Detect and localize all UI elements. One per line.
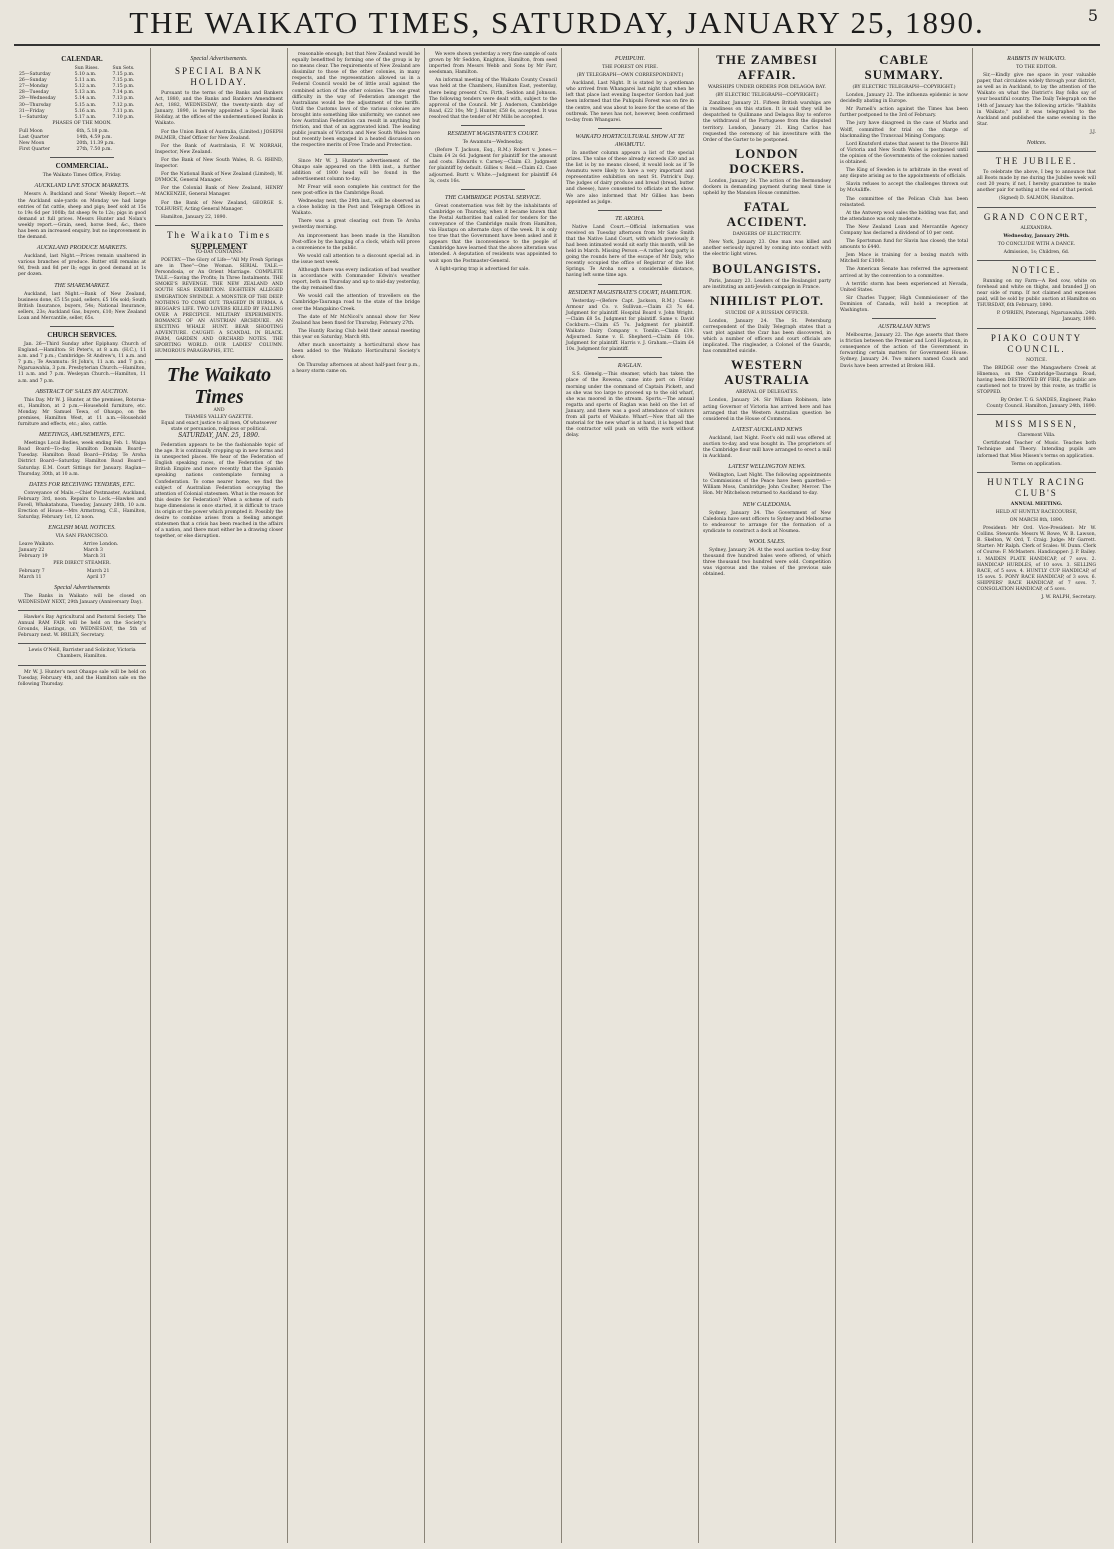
mail-arrive: April 17 [86, 574, 106, 580]
boulangists-heading: BOULANGISTS. [712, 260, 822, 276]
moon-phase-name: Last Quarter [19, 135, 49, 141]
jubilee-heading: THE JUBILEE. [995, 156, 1078, 167]
local-note: An improvement has been made in the Hamilton Post-office by the hanging of a clock, which will prove a convenience to the public. [292, 233, 420, 251]
concert-date: Wednesday, January 29th. [1003, 233, 1070, 239]
mail-leave: March 11 [19, 574, 42, 580]
ad-hawkes-bay: Hawke's Bay Agricultural and Pastoral Society. The Annual RAM FAIR will be held on the Society's Grounds, Hastings, on WEDNESDAY, the 5th of February next. W. BRILEY, Secretary. [18, 615, 146, 639]
cable-item: Jem Mace is training for a boxing match with Mitchell for £1000. [840, 253, 968, 265]
raglan-text: S.S. Glenelg.—This steamer, which has taken the place of the Rowena, came into port on Friday morning under the command of Captain Pickett, and as she was too large to proceed up to the old wharf, she was moored in the stream. Sports.—The annual regatta and sports of Raglan was held on the 1st of January, and there was a good attendance of visitors from all parts of Waikato. Wharf.—Now that all the material for the new wharf is at hand, it is hoped that the contractor will push on with the work without delay. [566, 372, 694, 439]
mail-sub-2: PER DIRECT STEAMER. [53, 560, 111, 566]
columns [14, 48, 1100, 1543]
new-caledonia-heading: NEW CALEDONIA. [742, 501, 792, 508]
commercial-sub: The Waikato Times Office, Friday. [42, 173, 122, 179]
divider [977, 328, 1096, 329]
supplement-contents: POETRY.—The Glory of Life—"All My Fresh Springs are in Thee"—One Woman. SERIAL TALE.—Persondosia, or An Orient Marriage. COMPLETE TALE.—Saving the Profits; In Three Instalments. THE SMOKE'S REVENGE. THE NEW ZEALAND AND SOUTH SEAS EXHIBITION. EIGHTEEN ALLEGED EMIGRATION SWINDLE. A MONSTER OF THE DEEP. NOTHING TO COME OUT. TRAGEDY IN BURMA. A BEGGAR'S LIFE. TWO LOVERS KILLED BY FALLING OVER A PRECIPICE. MILITARY EXPERIMENTS. ROMANCE OF AN AUSTRIAN ARCHDUKE. AN EXCITING WHALE HUNT. BEAR SHOOTING ADVENTURE. CAUGHT: A SCANDAL IN BLACK. FARM, GARDEN AND ORCHARD NOTES. THE SPORTING WORLD. OUR LADIES' COLUMN. HUMOROUS PARAGRAPHS, ETC. [155, 257, 283, 355]
divider [598, 210, 662, 211]
divider [50, 157, 114, 158]
moon-phase-time: 27th, 7.50 p.m. [76, 147, 112, 153]
livestock-heading: AUCKLAND LIVE STOCK MARKETS. [34, 183, 130, 190]
huntly-sub: ANNUAL MEETING. [1010, 501, 1063, 507]
divider [977, 207, 1096, 208]
cable-summary-heading: CABLE SUMMARY. [864, 52, 944, 82]
supplement-title: The Waikato Times [166, 229, 272, 240]
cable-byline: (BY ELECTRIC TELEGRAPH—COPYRIGHT.) [852, 85, 956, 90]
supplement-heading: SUPPLEMENT [190, 241, 248, 251]
hamilton-court-heading: RESIDENT MAGISTRATE'S COURT, HAMILTON. [568, 289, 692, 296]
divider [977, 151, 1096, 152]
calendar-day: 26—Sunday [19, 78, 47, 84]
moon-phases-table [18, 129, 146, 153]
australian-news-heading: AUSTRALIAN NEWS [878, 324, 930, 331]
divider [872, 318, 936, 319]
cable-item: The jury have disagreed in the case of Marks and Wolff, committed for trial on the charge of blackmailing the Transvaal Mining Company. [840, 121, 968, 139]
forest-byline: (BY TELEGRAPH—OWN CORRESPONDENT.) [576, 73, 684, 79]
huntly-text: President: Mr Ord. Vice-President: Mr W. Collins. Stewards: Messrs W. Rowe, W. B. Lawson, B. Skelton, W. Ord, T. Craig. Judge: Mr Garrett. Starter: Mr Ralph. Clerk of Scales: W. Dunn. Clerk of Course: F. McMasters. Handicapper: J. P. Bailey. 1. MAIDEN PLATE HANDICAP, of 7 sovs. 2. HANDICAP HURDLES, of 10 sovs. 3. SELLING RACE, of 5 sovs. 4. HUNTLY CUP HANDICAP, of 15 sovs. 5. PONY RACE HANDICAP, of 3 sovs. 6. SHIPPERS' RACE HANDICAP, of 7 sovs. 7. CONSOLATION HANDICAP, of 5 sovs. [977, 526, 1096, 592]
editorial-text: Federation appears to be the fashionable topic of the age. It is continually cropping up in new forms and in unexpected places. We hear of the Federation of English speaking races, of the Federation of the British Empire and more recently that the Spanish speaking nations contemplate forming a Confederation. To come nearer home, we find the subject of Australian Federation occupying the attention of Colonial statesmen. What is the reason for this desire for Federation? When a scheme of such huge dimensions is once started, it is difficult to trace its origin or the power which prompted it. Possibly the desire to combine arises from a feeling amongst statesmen that a crisis has been reached in the affairs of a nation, and there must either be a drawing closer together, or else disruption. [155, 442, 284, 540]
western-australia-heading: WESTERN AUSTRALIA [724, 357, 810, 388]
calendar-set: 7.14 p.m. [112, 90, 135, 96]
calendar-set: 7.10 p.m. [112, 114, 135, 120]
huntly-held: HELD AT HUNTLY RACECOURSE, [995, 509, 1078, 515]
divider [461, 125, 525, 126]
tenders-heading: DATES FOR RECEIVING TENDERS, ETC. [28, 481, 136, 488]
calendar-rise: 5.13 a.m. [74, 90, 97, 96]
rabbits-sub: TO THE EDITOR. [1016, 65, 1057, 70]
zambesi-heading: THE ZAMBESI AFFAIR. [716, 52, 818, 82]
local-note: The Huntly Racing Club held their annual meeting this year on Saturday, March 8th. [292, 328, 420, 340]
divider [977, 472, 1096, 473]
divider [18, 610, 146, 611]
local-note: On Thursday afternoon at about half-past four p.m., a heavy storm came on. [292, 363, 420, 375]
oats-note: We were shown yesterday a very fine sample of oats grown by Mr Seddon, Knighton, Hamilton, from seed imported from Messrs Webb and Sons by Mr Farr, seedsman, Hamilton. [429, 52, 557, 76]
zambesi-byline: (BY ELECTRIC TELEGRAPH—COPYRIGHT.) [715, 93, 819, 99]
court-heading: RESIDENT MAGISTRATE'S COURT. [447, 131, 539, 138]
paper-date: SATURDAY, JAN. 25, 1890. [178, 431, 260, 439]
moon-phase-time: 20th, 11.39 p.m. [76, 141, 115, 147]
tenders-text: Conveyance of Mails.—Chief Postmaster, Auckland, February 3rd, noon. Repairs to Lock.—Hawkes and Favell, Whakatahuna, Tuesday, January 28th, 10 a.m. Erection of House.—Mrs Armstrong, C.E., Hamilton, Saturday, February 1st, 12 noon. [18, 490, 146, 521]
missen-text: Certificated Teacher of Music. Teaches both Technique and Theory. Intending pupils are informed that Miss Missen's terms on application. [977, 441, 1096, 459]
column-7 [836, 48, 973, 1543]
bank-signature: For the Bank of Australasia, F. W. NORRAH, Inspector, New Zealand. [155, 143, 283, 155]
missen-terms: Terms on application. [1011, 461, 1062, 467]
produce-heading: AUCKLAND PRODUCE MARKETS. [36, 245, 128, 252]
moon-phase-name: New Moon [19, 141, 45, 147]
zambesi-sub: WARSHIPS UNDER ORDERS FOR DELAGOA BAY. [707, 85, 826, 90]
paper-subtitle: THAMES VALLEY GAZETTE. [185, 414, 253, 420]
piako-heading: PIAKO COUNTY COUNCIL. [990, 332, 1083, 354]
calendar-header-cell: Sun Sets. [112, 66, 135, 71]
local-note: We would call attention to a discount special ad. in the issue next week. [292, 253, 420, 265]
local-note: After much uncertainty a horticultural show has been added to the Waikato Horticultural Society's show. [292, 343, 420, 361]
cable-item: Sir Charles Tupper, High Commissioner of the Dominion of Canada, will hold a reception at Washington. [840, 295, 968, 313]
calendar-set: 7.13 p.m. [112, 96, 135, 102]
ad-hunter-sale: Mr W. J. Hunter's next Ohaupo sale will be held on Tuesday, February 4th, and the Hamilton sale on the following Thursday. [18, 669, 146, 687]
church-text: Jan. 26—Third Sunday after Epiphany. Church of England.—Hamilton: St Peter's, at 8 a.m. (H.C.), 11 a.m. and 7 p.m.; Cambridge: St Andrew's, 11 a.m. and 7 p.m.; Te Awamutu: St John's, 11 a.m. and 7 p.m.; Ngaruawahia, 3 p.m. Presbyterian Church.—Hamilton, 11 a.m. and 7 p.m. Wesleyan Church.—Hamilton, 11 a.m. and 7 p.m. [18, 342, 146, 384]
piako-text: The BRIDGE over the Mangawhero Creek at Hinemoa, on the Cambridge-Tauranga Road, having been DESTROYED BY FIRE, the public are cautioned not to travel by this route, as traffic is STOPPED. [977, 365, 1096, 395]
special-ads-heading: Special Advertisements. [190, 56, 248, 62]
editorial-masthead [155, 364, 283, 438]
wellington-news-heading: LATEST WELLINGTON NEWS. [728, 464, 806, 471]
notice-heading: NOTICE. [1011, 264, 1062, 275]
piako-signature: By Order. T. G. SANDES, Engineer, Piako County Council. Hamilton, January 24th, 1890. [986, 398, 1096, 410]
notice-signature: P. O'BRIEN, Paterangi, Ngaruawahia. 24th January, 1890. [996, 311, 1096, 323]
calendar-set: 7.15 p.m. [112, 78, 135, 84]
calendar-rise: 5.11 a.m. [74, 78, 97, 84]
cable-item: The American Senate has referred the agreement arrived at by the convention to a committee. [840, 267, 968, 279]
wool-sales-heading: WOOL SALES. [748, 538, 786, 545]
calendar-rise: 5.10 a.m. [74, 72, 97, 78]
calendar-set: 7.11 p.m. [112, 108, 135, 114]
calendar-row [18, 96, 146, 102]
church-heading: CHURCH SERVICES. [47, 331, 117, 339]
calendar-set: 7.15 p.m. [112, 84, 135, 90]
bank-signature: For the National Bank of New Zealand (Limited), W. DYMOCK, General Manager. [155, 172, 283, 184]
mail-col-header: Leave Waikato. [19, 542, 55, 548]
calendar-rise: 5.16 a.m. [74, 108, 97, 114]
concert-venue: ALEXANDRA. [1020, 225, 1053, 231]
calendar-heading: CALENDAR. [61, 55, 103, 63]
calendar-set: 7.12 p.m. [112, 102, 135, 108]
bank-signature: For the Bank of New Zealand, GEORGE S. TOLHURST, Acting General Manager. [155, 200, 283, 212]
paper-and: AND [213, 408, 225, 414]
calendar-row [18, 103, 146, 109]
calendar-row [18, 109, 146, 115]
horticultural-heading: WAIKATO HORTICULTURAL SHOW AT TE AWAMUTU. [575, 133, 685, 148]
jubilee-signature: (Signed) D. SALMON, Hamilton. [998, 196, 1075, 202]
mail-leave: February 7 [19, 568, 45, 574]
raglan-heading: RAGLAN. [617, 363, 643, 370]
zambesi-text: Zanzibar, January 21. Fifteen British warships are in readiness on this station. It is said they will be despatched to Quilimane and Delagoa Bay to enforce the withdrawal of the Portuguese from the disputed territory. London, January 21. King Carlos has requested the ceremony of his investiture with the Order of the Garter to be postponed. [703, 101, 831, 143]
mail-leave: February 19 [19, 554, 48, 560]
postal-heading: THE CAMBRIDGE POSTAL SERVICE. [445, 194, 541, 201]
huntly-heading: HUNTLY RACING CLUB'S [987, 476, 1086, 498]
mail-row [18, 575, 146, 581]
footer-note: A light-spring trap is advertised for sale. [435, 266, 530, 272]
column-2 [151, 48, 288, 1543]
horticultural-text: In another column appears a list of the special prizes. The value of these already exceeds £30 and as the list is by no means closed, it would look as if Te Awamutu were likely to have a very important and representative exhibition on next St. Patrick's Day. The judges of dairy produce and bread (bread, butter and cheese), have consented to officiate at the show. We are also informed that Mr Gillies has been appointed as judge. [566, 150, 694, 205]
column-1 [14, 48, 151, 1543]
column-4 [425, 48, 562, 1543]
notices-heading: Notices. [1026, 140, 1047, 147]
divider [598, 128, 662, 129]
fatal-text: New York, January 23. One man was killed and another seriously injured by coming into contact with the electric light wires. [703, 240, 831, 258]
te-aroha-heading: TE AROHA. [615, 215, 645, 222]
masthead-title: THE WAIKATO TIMES, SATURDAY, JANUARY 25, 1890. [129, 5, 985, 40]
nihilist-text: London, January 24. The St. Petersburg correspondent of the Daily Telegraph states that a vast plot against the Czar has been discovered, in which a number of officers and court officials are implicated. The ringleader, a Colonel of the Guards, has committed suicide. [703, 318, 831, 355]
fatal-sub: DANGERS OF ELECTRICITY. [732, 232, 802, 238]
meetings-text: Meetings Local Bodies, week ending Feb. 1. Waipa Road Board—To-day. Hamilton Domain Board—Tuesday. Hamilton Road Board—Friday. Te Aroha District Board—Saturday. Hamilton Road Board—Saturday. E.M. Court Sittings for January. Raglan—Thursday, 30th, at 10 a.m. [18, 441, 146, 477]
moon-phases-heading: PHASES OF THE MOON. [52, 120, 112, 126]
cable-item: The King of Sweden is to arbitrate in the event of any dispute arising as to the appointments of officials. [840, 168, 968, 180]
dockers-text: London, January 24. The action of the Bermondsey dockers in demanding payment during meal time is upheld by the Mansion House committee. [703, 178, 831, 197]
fatal-heading: FATAL ACCIDENT. [726, 199, 808, 230]
meetings-heading: MEETINGS, AMUSEMENTS, ETC. [38, 432, 126, 439]
missen-address: Claremont Villa. [1017, 433, 1056, 439]
missen-heading: MISS MISSEN, [995, 419, 1078, 430]
calendar-row [18, 115, 146, 121]
wool-sales-text: Sydney, January 24. At the wool auction to-day four thousand five hundred bales were offered, of which three thousand two hundred were sold. Competition was vigorous and the values of the previous sale obtained. [703, 547, 831, 578]
divider [50, 326, 114, 327]
calendar-day: 27—Monday [19, 84, 49, 90]
mail-arrive: March 3 [83, 548, 103, 554]
divider [18, 665, 146, 666]
rabbits-signature: J.J. [1090, 129, 1096, 135]
cable-item: The Sportsman fund for Slavin has closed; the total amounts to £440. [840, 239, 968, 251]
abstract-text: This Day. Mr W. J. Hunter, at the premises, Rotorua-st., Hamilton, at 2 p.m.—Household furniture, etc. Monday. Mr Samuel Tewa, of Ohaupo, on the premises, Hamilton West, at 11 a.m.—Household furniture and effects, etc.; also, cattle. [18, 397, 146, 428]
calendar-rise: 5.12 a.m. [74, 84, 97, 90]
special-ads-heading: Special Advertisements [54, 584, 110, 591]
calendar-day: 1—Saturday [19, 114, 48, 120]
calendar-day: 28—Tuesday [19, 90, 49, 96]
county-council-text: An informal meeting of the Waikato County Council was held at the Chambers, Hamilton East, yesterday, there being present Crs. Firth, Seddon and Johnson. The following tenders were dealt with, subject to the approval of the Council. Mr J. Anderson, Cambridge Road, £22 10s; Mr J. Hunter, £58 6s, accepted. It was resolved that the tender of Mr Mills be accepted. [429, 78, 557, 120]
boulangists-text: Paris, January 23. Leaders of the Boulangist party are instituting an anti-Jewish campaign in France. [703, 278, 831, 290]
cable-item: Mr Parnell's action against the Times has been further postponed to the 3rd of February. [840, 107, 968, 119]
abstract-heading: ABSTRACT OF SALES BY AUCTION. [35, 388, 129, 395]
divider [155, 225, 283, 226]
mail-sub: VIA SAN FRANCISCO. [55, 534, 109, 540]
sharemarket-text: Auckland, last Night.—Bank of New Zealand, business done, £5 15s paid, sellers, £5 16s sold; South British Insurance, buyers, 54s; National Insurance, sellers, 23s; Auckland Gas, buyers, £10; New Zealand Loan and Mercantile, seller, 65s. [18, 291, 146, 321]
divider [155, 359, 283, 360]
moon-phase-name: Full Moon [19, 128, 43, 134]
divider [461, 189, 525, 190]
rabbits-heading: RABBITS IN WAIKATO. [1007, 56, 1066, 62]
moon-phase-time: 14th, 4.59 p.m. [76, 135, 112, 141]
auckland-news-heading: LATEST AUCKLAND NEWS [732, 426, 802, 433]
western-australia-sub: ARRIVAL OF DELEGATES. [735, 390, 799, 396]
hamilton-court-text: Yesterday.—(Before Capt. Jackson, R.M.) Cases: Armour and Co. v. Sullivan.—Claim £3 7s 6d. Judgment for plaintiff. Hospital Board v. John Wright.—Claim £8 5s. Judgment for plaintiff. Same v. David Cockburn.—Claim £5 7s. Judgment for plaintiff. Waikato Dairy Company v. Tomlin.—Claim £19. Adjourned. Same v. E. Shepherd.—Claim £6 10s. Judgment for plaintiff. Harris v. J. Graham.—Claim £4 10s. Judgment for plaintiff. [566, 298, 694, 353]
calendar-table [18, 66, 146, 121]
divider [324, 154, 388, 155]
jubilee-text: To celebrate the above, I beg to announce that all Boots made by me during the Jubilee week will cost 20 years; if not, I hereby guarantee to make another pair for nothing at the end of that period. [977, 170, 1096, 194]
western-australia-text: London, January 24. Sir William Robinson, late acting Governor of Victoria has arrived here and has arranged that the Western Australian question be considered in the House of Commons. [703, 398, 831, 422]
cable-item: A terrific storm has been experienced at Nevada, United States. [840, 281, 968, 293]
piako-sub: NOTICE. [1026, 357, 1047, 363]
produce-text: Auckland, last Night.—Prices remain unaltered in various branches of produce. Butter still remains at 9d, fresh and 8d per lb; eggs in good demand at 1s per dozen. [18, 254, 146, 278]
commercial-heading: COMMERCIAL. [55, 162, 109, 171]
bank-signature: For the Union Bank of Australia, (Limited.) JOSEPH PALMER, Chief Officer for New Zealand. [155, 129, 283, 141]
divider [977, 260, 1096, 261]
cable-item: The committee of the Pelican Club has been reinstated. [840, 196, 968, 208]
calendar-day: 29—Wednesday [19, 96, 56, 102]
moon-phase-row [18, 147, 146, 153]
paper-motto: Equal and exact justice to all men, Of whatsoever state or persuasion, religious or political. [161, 420, 277, 432]
editorial-continued: reasonable enough; but that New Zealand would be equally benefitted by forming one of the group is by no means clear. The requirements of New Zealand are dissimilar to those of the other colonies, in many respects, and the representation allowed us in a Federal Council would be of little avail against the combined action of the other colonies. The one great difficulty in the way of Federation amongst the Australians would be the adjustment of the tariffs. Until the Customs laws of the various colonies are brought into something like uniformity, we cannot see how Australian Federation can result in anything but friction, and that of an aggravated kind. The leading public journals of Victoria and New South Wales have but recently been engaged in a heated discussion on the respective merits of Free Trade and Protection. [292, 52, 420, 149]
mail-arrive: March 31 [83, 554, 106, 560]
sharemarket-heading: THE SHAREMARKET. [54, 282, 110, 289]
nihilist-heading: NIHILIST PLOT. [710, 292, 824, 308]
wellington-news-text: Wellington, Last Night. The following appointments to Commissions of the Peace have been gazetted:—William Moss, Cambridge; John Coulter, Mercer. The Hon. Mr Mitchelson returned to Auckland to-day. [703, 473, 831, 497]
calendar-set: 7.15 p.m. [112, 72, 135, 78]
moon-phase-name: First Quarter [19, 147, 50, 153]
auckland-news-text: Auckland, last Night. Foot's old mill was offered at auction to-day, and was bought in. The proprietors of the Cambridge flour mill have arranged to erect a mill in Auckland. [703, 435, 831, 460]
bank-signature: For the Bank of New South Wales, R. G. RHIND, Inspector. [155, 157, 283, 170]
huntly-signature: J. W. RALPH, Secretary. [1041, 595, 1096, 601]
calendar-day: 31—Friday [19, 108, 45, 114]
mail-heading: ENGLISH MAIL NOTICES. [48, 525, 116, 532]
ad-banks-closed: The Banks in Waikato will be closed on WEDNESDAY NEXT, 29th January (Anniversary Day). [18, 593, 146, 605]
nihilist-sub: SUICIDE OF A RUSSIAN OFFICER. [725, 310, 809, 316]
huntly-date: ON MARCH 8th, 1890. [1009, 517, 1064, 523]
local-note: Since Mr W. J. Hunter's advertisement of the Ohaupo sale appeared on the 18th inst., a further addition of 1800 head will be found in the advertisement column to-day. [292, 158, 420, 182]
calendar-rise: 5.17 a.m. [74, 114, 97, 120]
forest-heading: THE FOREST ON FIRE. [602, 65, 658, 70]
puhipuhi-heading: PUHIPUHI. [614, 56, 646, 62]
divider [598, 284, 662, 285]
mail-table [18, 542, 146, 560]
local-note: The date of Mr McNicol's annual show for New Zealand has been fixed for Thursday, February 27th. [292, 314, 420, 326]
mail-table-2 [18, 569, 146, 581]
cable-item: At the Antwerp wool sales the bidding was flat, and the attendance was only moderate. [840, 210, 968, 222]
dockers-heading: LONDON DOCKERS. [729, 145, 805, 176]
column-3 [288, 48, 425, 1543]
cable-item: Lord Knutsford states that assent to the Divorce Bill of Victoria and New South Wales is postponed until the opinion of the Governments of the colonies named is obtained. [840, 141, 968, 166]
calendar-header-cell: Sun Rises. [74, 66, 99, 71]
bank-holiday-date: Hamilton, January 22, 1890. [161, 214, 227, 220]
calendar-rise: 5.14 a.m. [74, 96, 97, 102]
forest-text: Auckland, Last Night. It is stated by a gentleman who arrived from Whangarei last night that when he left that place last evening Inspector Gordon had just been informed that the Puhipuhi Forest was on fire in the centre, and was about to leave for the scene of the outbreak. The news has not, however, been confirmed to-day from Whangarei. [566, 81, 694, 123]
local-note: We would call the attention of travellers on the Cambridge-Tauranga road to the state of the bridge over the Mangakino Creek. [292, 294, 420, 312]
supplement-sub: TO-DAY CONTAINS: [195, 249, 243, 255]
calendar-day: 25—Saturday [19, 72, 51, 78]
divider [977, 414, 1096, 415]
local-note: Mr Frear will soon complete his contract for the new post-office in the Cambridge Road. [292, 184, 420, 196]
calendar-rise: 5.15 a.m. [74, 102, 97, 108]
postal-text: Great consternation was felt by the inhabitants of Cambridge on Thursday, when it became known that the Postal Authorities had called for tenders for the conveyance of the Cambridge mails from Hamilton, via Hautapu on alternate days of the week. It is only too true that the Government have been asked and it appears that the inconvenience to the people of Cambridge have learned that the above alteration was intended. A deputation of residents was appointed to wait upon the Postmaster-General. [429, 203, 557, 264]
bank-holiday-heading: SPECIAL BANK HOLIDAY. [175, 66, 263, 87]
calendar-day: 30—Thursday [19, 102, 52, 108]
masthead-rule [14, 44, 1100, 46]
livestock-text: Messrs A. Buckland and Sons' Weekly Report.—At the Auckland sale-yards on Monday we had large entries of fat cattle, sheep and pigs; beef sold at 15s to 19s 6d per 100lb; fat sheep 9s to 12s; pigs in good demand at full prices. Messrs Hunter and Nolan's weekly report.—Grain, seed, horse feed, &c., there has been an increased enquiry, but no improvement in the demand. [18, 192, 146, 241]
concert-heading: GRAND CONCERT, [983, 211, 1090, 222]
local-note: Although there was every indication of bad weather in accordance with Commander Edwin's weather report, both on Thursday and up to mid-day yesterday, the day remained fine. [292, 268, 420, 292]
cable-item: London, January 22. The influenza epidemic is now decidedly abating in Europe. [840, 93, 968, 105]
notice-text: Running on my Farm—A Red cow, white on forehead and white on thighs, and branded JJ on near side of rump. If not claimed and expenses paid, will be sold by public auction at Hamilton on THURSDAY, 6th February, 1890. [977, 278, 1096, 309]
column-5 [562, 48, 699, 1543]
local-note: There was a great clearing out from Te Aroha yesterday morning. [292, 219, 420, 231]
mail-leave: January 22 [19, 548, 45, 554]
te-aroha-text: Native Land Court.—Official information was received on Tuesday afternoon from Mr Sate Smith that the Native Land Court, with which previously it had been intimated would sit early this month, will be held in March. Missing Person.—A rather long party is going the rounds here of the escape of Mr Daly, who recently occupied the office of Registrar of the Hot Springs. Te Aroha now a considerable distance, having left some time ago. [566, 224, 694, 279]
court-text: (Before T. Jackson, Esq., R.M.) Robert v. Jones.—Claim £4 2s 6d. Judgment for plaintiff for the amount and costs. Edwards v. Carney.—Claim £3. Judgment for plaintiff by default. Gillies v. Reid.—Claim £2. Case adjourned. Burtt v. White.—Judgment for plaintiff £4 3s, costs 16s. [429, 148, 557, 184]
rabbits-letter: Sir,—Kindly give me space in your valuable paper, that circulates widely through your district, as well as in Auckland, to lay the attention of the Waikato on what the District's Bay folks say of your beautiful country. The Daily Telegraph on the 14th of January has the following article: "Rabbits in Waikato," and it was telegraphed to the Auckland and published the same evening in the Star. [977, 73, 1096, 127]
page-number: 5 [1087, 6, 1098, 25]
concert-dance: TO CONCLUDE WITH A DANCE. [997, 241, 1076, 247]
column-6 [699, 48, 836, 1543]
mail-col-header: Arrive London. [83, 542, 119, 548]
divider [18, 643, 146, 644]
court-sub: Te Awamutu—Wednesday. [462, 140, 524, 146]
divider [598, 357, 662, 358]
bank-holiday-text: Pursuant to the terms of the Banks and Bankers Act, 1880, and the Banks and Bankers Amendment Act, 1882, WEDNESDAY, the twenty-ninth day of January, 1890, is hereby appointed a Special Bank Holiday, at the offices of the undermentioned Banks in Waikato. [155, 91, 283, 127]
new-caledonia-text: Sydney, January 24. The Government of New Caledonia have sent officers to Sydney and Melbourne to endeavour to arrange for the formation of a syndicate to construct a dock at Noumea. [703, 510, 831, 534]
local-note: Wednesday next, the 29th inst., will be observed as a close holiday in the Post and Telegraph Offices in Waikato. [292, 199, 420, 217]
cable-item: The New Zealand Loan and Mercantile Agency Company has declared a dividend of 10 per cent. [840, 224, 968, 236]
column-8 [973, 48, 1100, 1543]
concert-admission: Admission, 1s; Children, 6d. [1003, 249, 1070, 255]
australian-news-text: Melbourne, January 22. The Age asserts that there is friction between the Premier and Lord Hopetoun, in consequence of the action of the Government in forwarding certain matters for Government House. Sydney, January 24. Two miners named Coach and Davis have been arrested at Broken Hill. [840, 333, 968, 369]
bank-signature: For the Colonial Bank of New Zealand, HENRY MACKENZIE, General Manager. [155, 186, 283, 198]
cable-item: Slavin refuses to accept the challenges thrown out by McAuliffe. [840, 182, 968, 194]
moon-phase-time: 6th, 5.18 p.m. [76, 128, 110, 134]
mail-arrive: March 21 [86, 568, 110, 574]
ad-lewis-oneill: Lewis O'Neill, Barrister and Solicitor, Victoria Chambers, Hamilton. [28, 648, 136, 660]
paper-title: The Waikato Times [166, 364, 272, 409]
masthead [0, 0, 1114, 48]
